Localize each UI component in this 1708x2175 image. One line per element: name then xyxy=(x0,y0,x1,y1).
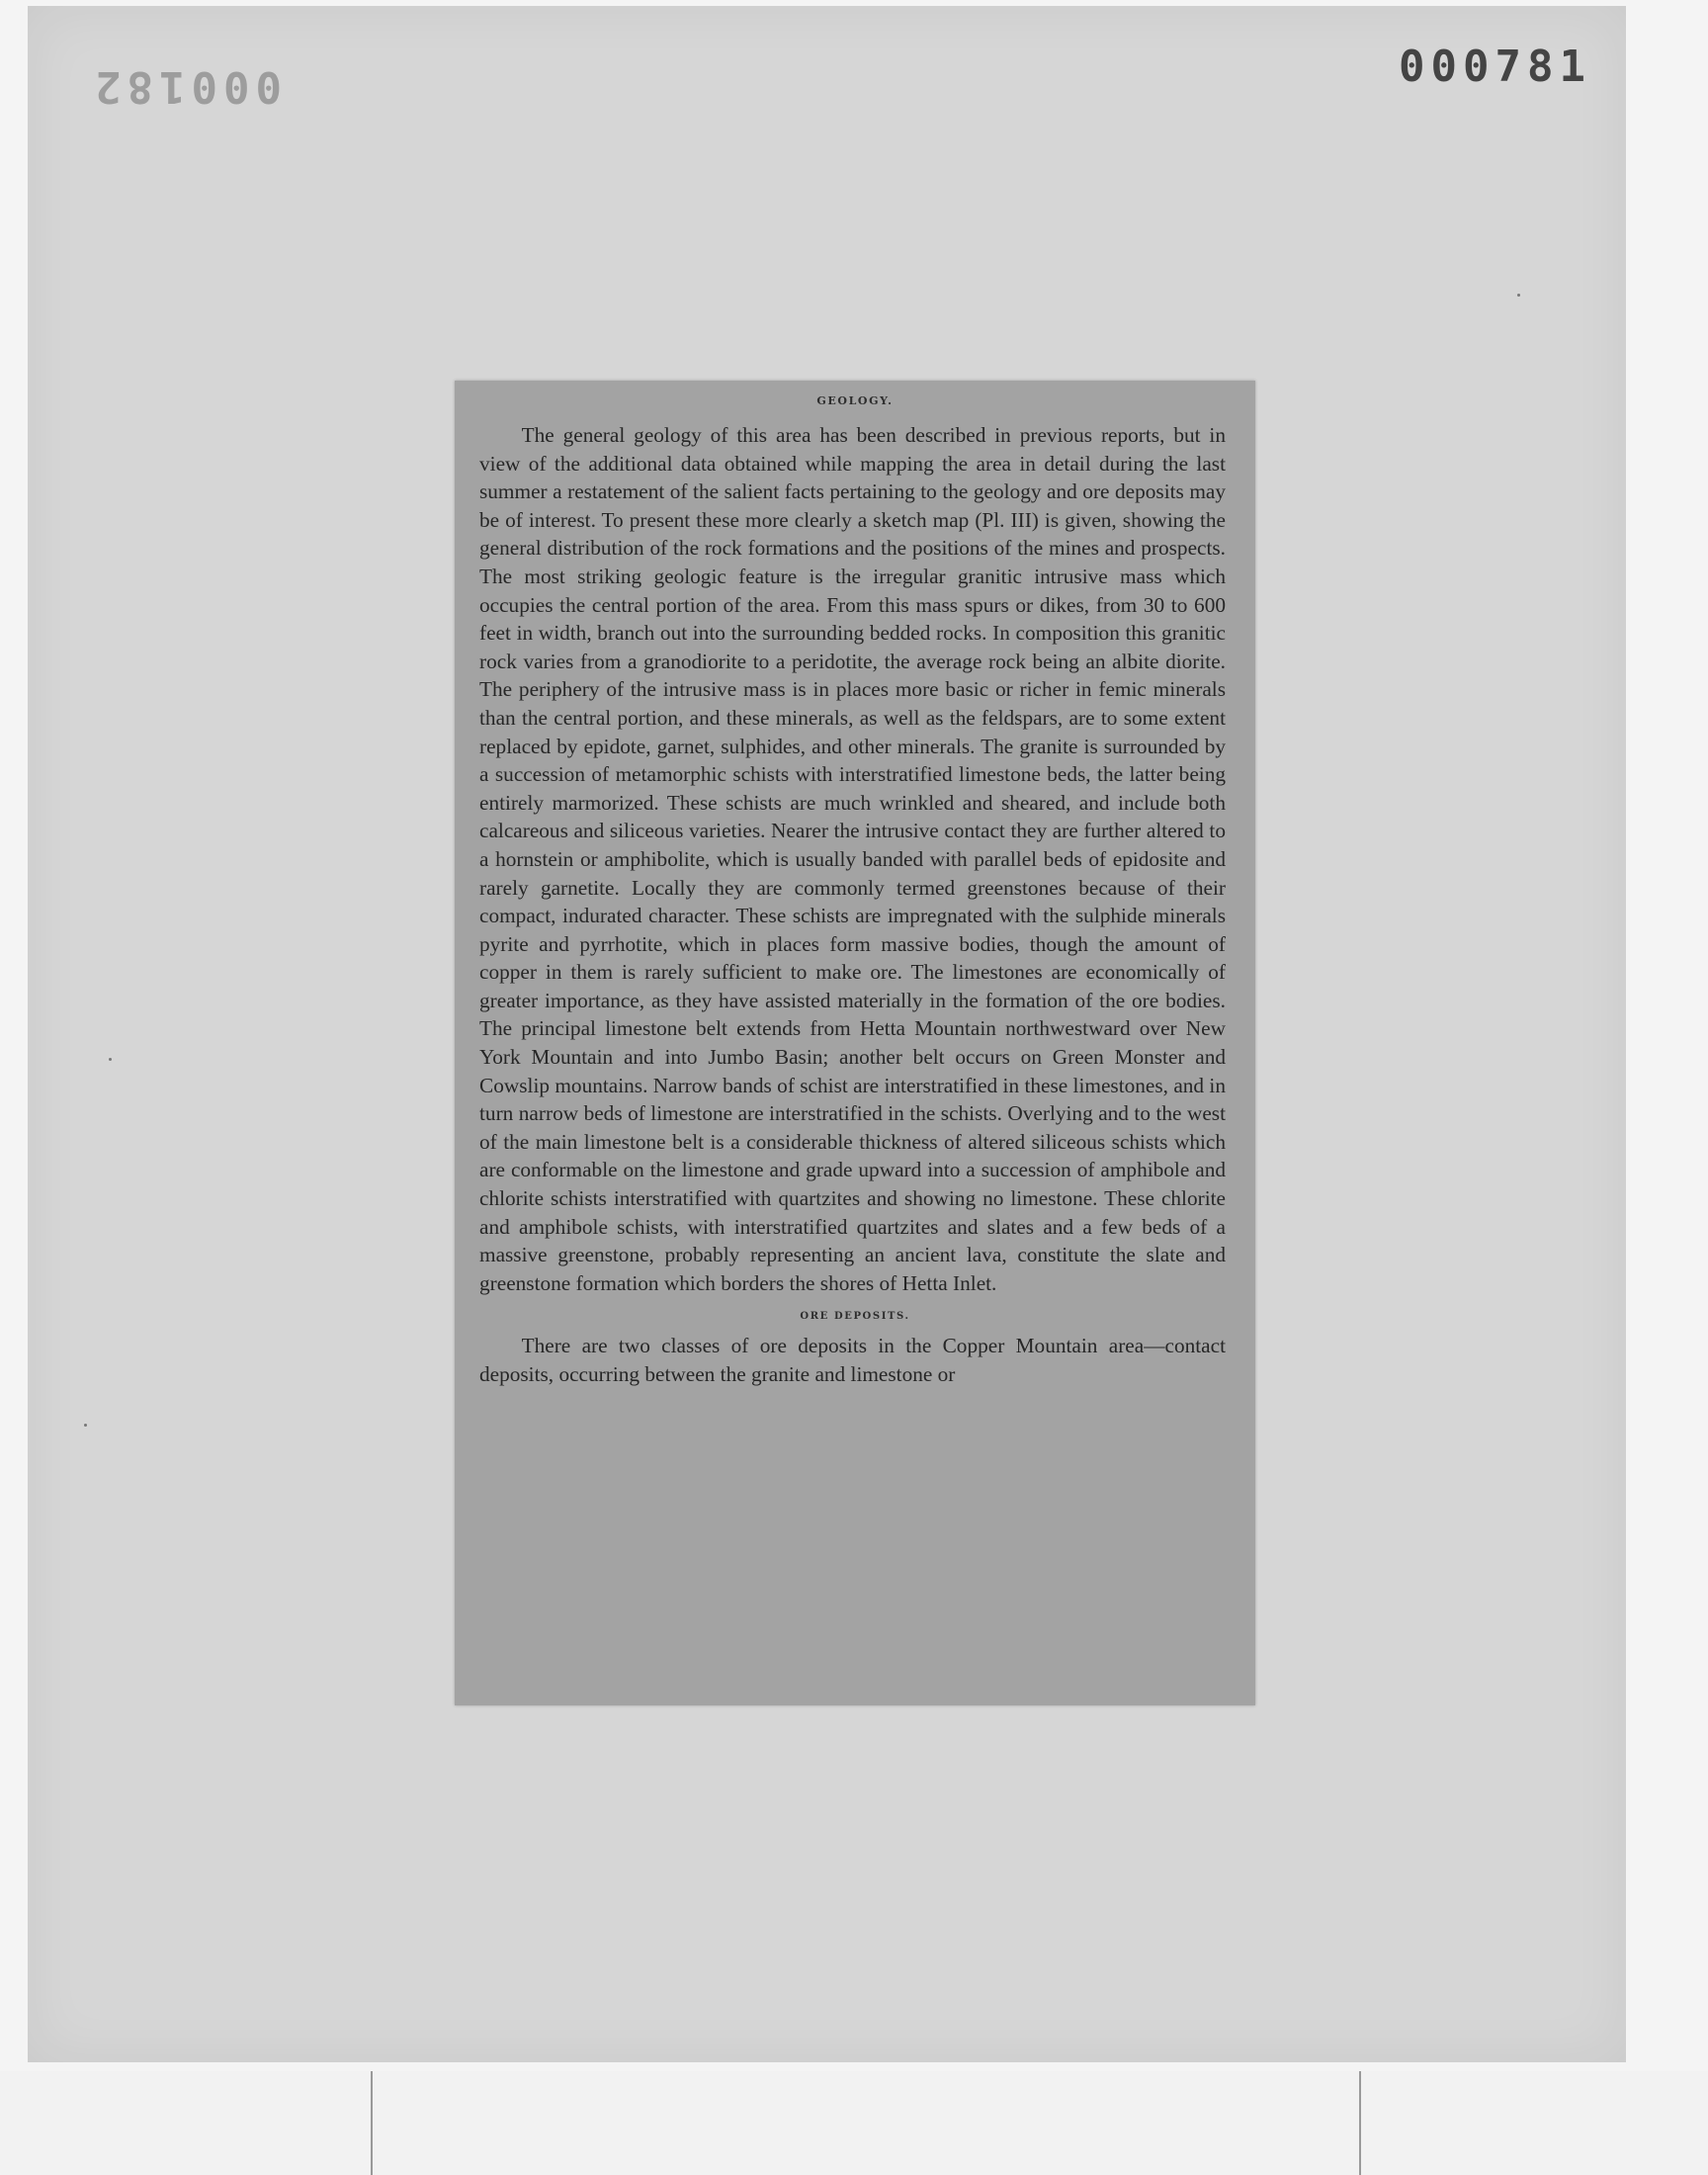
bleed-through-stamp: 000182 xyxy=(89,61,282,112)
newspaper-clipping xyxy=(455,381,1255,1705)
section-heading-ore-deposits: ORE DEPOSITS. xyxy=(800,1311,910,1323)
section-heading-geology: GEOLOGY. xyxy=(816,394,894,407)
bottom-rule-left xyxy=(371,2071,373,2175)
dust-speck xyxy=(1517,294,1520,297)
scan-bottom-margin xyxy=(0,2071,1708,2175)
geology-paragraph: The general geology of this area has been described in previous reports, but in view of the additional data obtained while mapping the area in detail during the last summer a restatement of the salient facts pertaining to the geology and ore deposits may be of interest. To present these more clearly a sketch map (Pl. III) is given, showing the general distribution of the rock formations and the positions of the mines and prospects. The most striking geologic feature is the irregular granitic intrusive mass which occupies the central portion of the area. From this mass spurs or dikes, from 30 to 600 feet in width, branch out into the surrounding bedded rocks. In composition this granitic rock varies from a granodiorite to a peridotite, the average rock being an albite diorite. The periphery of the intrusive mass is in places more basic or richer in femic minerals than the central portion, and these minerals, as well as the feldspars, are to some extent replaced by epidote, garnet, sulphides, and other minerals. The granite is surrounded by a succession of metamorphic schists with interstratified limestone beds, the latter being entirely marmorized. These schists are much wrinkled and sheared, and include both calcareous and siliceous varieties. Nearer the intrusive contact they are further altered to a hornstein or amphibolite, which is usually banded with parallel beds of epidosite and rarely garnetite. Locally they are commonly termed greenstones because of their compact, indurated character. These schists are impregnated with the sulphide minerals pyrite and pyrrhotite, which in places form massive bodies, though the amount of copper in them is rarely sufficient to make ore. The limestones are economically of greater importance, as they have assisted materially in the formation of the ore bodies. The principal limestone belt extends from Hetta Mountain northwestward over New York Mountain and into Jumbo Basin; another belt occurs on Green Monster and Cowslip mountains. Narrow bands of schist are interstratified in these limestones, and in turn narrow beds of limestone are interstratified in the schists. Overlying and to the west of the main limestone belt is a considerable thickness of altered siliceous schists which are conformable on the limestone and grade upward into a succession of amphibole and chlorite schists interstratified with quartzites and showing no limestone. These chlorite and amphibole schists, with interstratified quartzites and slates and a few beds of a massive greenstone, probably representing an ancient lava, constitute the slate and greenstone formation which borders the shores of Hetta Inlet. xyxy=(479,423,1226,1295)
page-number-stamp: 000781 xyxy=(1399,42,1591,92)
dust-speck xyxy=(109,1058,112,1061)
dust-speck xyxy=(84,1424,87,1427)
bottom-rule-right xyxy=(1359,2071,1361,2175)
ore-deposits-paragraph: There are two classes of ore deposits in the Copper Mountain area—contact deposits, occurring between the granite and limestone or xyxy=(479,1334,1226,1386)
